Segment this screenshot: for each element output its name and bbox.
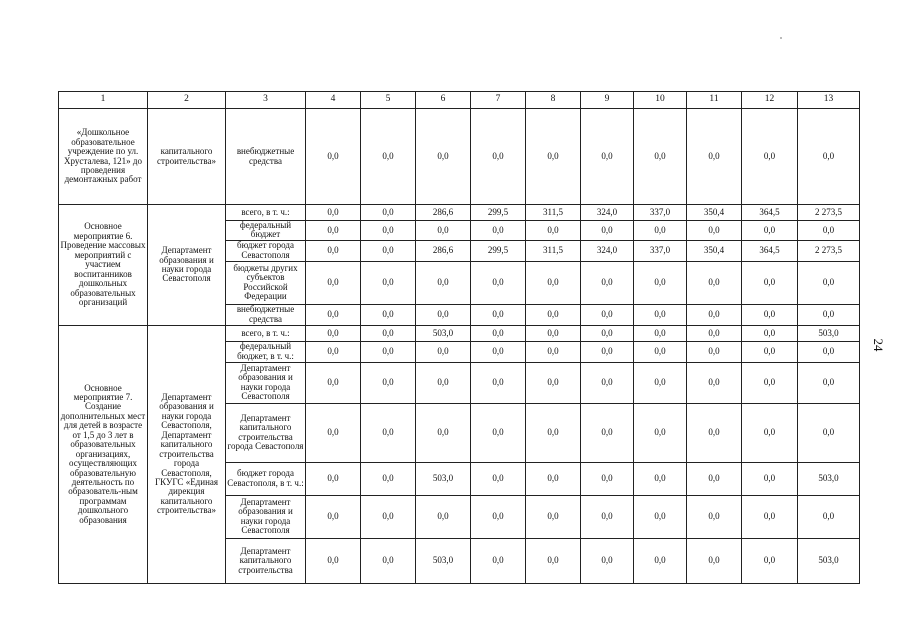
value-cell: 0,0 xyxy=(526,495,581,538)
value-cell: 0,0 xyxy=(581,538,634,583)
value-cell: 0,0 xyxy=(526,109,581,205)
value-cell: 0,0 xyxy=(306,109,361,205)
column-number: 4 xyxy=(306,92,361,109)
budget-table xyxy=(58,91,860,584)
value-cell: 0,0 xyxy=(742,261,798,304)
funding-source-cell: внебюджетные средства xyxy=(226,304,306,325)
column-number: 5 xyxy=(361,92,416,109)
value-cell: 0,0 xyxy=(526,462,581,495)
value-cell: 0,0 xyxy=(687,304,742,325)
value-cell: 0,0 xyxy=(361,495,416,538)
table-body xyxy=(59,92,860,584)
value-cell: 0,0 xyxy=(471,261,526,304)
value-cell: 0,0 xyxy=(361,325,416,341)
value-cell: 0,0 xyxy=(306,221,361,241)
value-cell: 0,0 xyxy=(581,495,634,538)
value-cell: 0,0 xyxy=(306,304,361,325)
column-number: 8 xyxy=(526,92,581,109)
value-cell: 0,0 xyxy=(742,109,798,205)
funding-source-cell: Департамент капитального строительства города Севастополя xyxy=(226,403,306,462)
value-cell: 503,0 xyxy=(416,538,471,583)
value-cell: 0,0 xyxy=(306,362,361,403)
table-row xyxy=(59,109,860,205)
column-number: 9 xyxy=(581,92,634,109)
value-cell: 311,5 xyxy=(526,205,581,221)
value-cell: 0,0 xyxy=(634,261,687,304)
value-cell: 0,0 xyxy=(687,462,742,495)
value-cell: 0,0 xyxy=(361,403,416,462)
value-cell: 0,0 xyxy=(416,304,471,325)
value-cell: 0,0 xyxy=(471,495,526,538)
table-row xyxy=(59,325,860,341)
funding-source-cell: Департамент образования и науки города Севастополя xyxy=(226,495,306,538)
value-cell: 0,0 xyxy=(361,341,416,362)
funding-source-cell: бюджет города Севастополя xyxy=(226,240,306,261)
activity-name-cell: Основное мероприятие 7. Создание дополнительных мест для детей в возрасте от 1,5 до 3 лет в образовательных организациях, осуществляющих образовательную деятельность по образователь-ным программам дошкольного образования xyxy=(59,325,148,583)
scan-speck xyxy=(780,37,782,39)
value-cell: 0,0 xyxy=(634,341,687,362)
value-cell: 503,0 xyxy=(416,462,471,495)
column-number: 3 xyxy=(226,92,306,109)
value-cell: 0,0 xyxy=(471,325,526,341)
value-cell: 2 273,5 xyxy=(798,205,860,221)
column-number-row xyxy=(59,92,860,109)
value-cell: 324,0 xyxy=(581,240,634,261)
value-cell: 0,0 xyxy=(471,462,526,495)
value-cell: 0,0 xyxy=(526,304,581,325)
value-cell: 0,0 xyxy=(798,362,860,403)
value-cell: 0,0 xyxy=(581,362,634,403)
funding-source-cell: Департамент капитального строительства xyxy=(226,538,306,583)
value-cell: 0,0 xyxy=(581,109,634,205)
value-cell: 0,0 xyxy=(361,362,416,403)
value-cell: 286,6 xyxy=(416,240,471,261)
value-cell: 0,0 xyxy=(742,495,798,538)
value-cell: 0,0 xyxy=(687,362,742,403)
value-cell: 0,0 xyxy=(526,261,581,304)
value-cell: 364,5 xyxy=(742,205,798,221)
executor-cell: Департамент образования и науки города Севастополя xyxy=(148,205,226,326)
value-cell: 0,0 xyxy=(361,462,416,495)
value-cell: 0,0 xyxy=(416,221,471,241)
value-cell: 0,0 xyxy=(742,462,798,495)
column-number: 6 xyxy=(416,92,471,109)
value-cell: 337,0 xyxy=(634,240,687,261)
executor-cell: Департамент образования и науки города Севастополя, Департамент капитального строительства города Севастополя, ГКУГС «Единая дирекция капитального строительства» xyxy=(148,325,226,583)
value-cell: 0,0 xyxy=(581,221,634,241)
column-number: 13 xyxy=(798,92,860,109)
column-number: 1 xyxy=(59,92,148,109)
value-cell: 0,0 xyxy=(798,261,860,304)
value-cell: 0,0 xyxy=(742,341,798,362)
value-cell: 0,0 xyxy=(634,325,687,341)
value-cell: 0,0 xyxy=(634,403,687,462)
value-cell: 503,0 xyxy=(798,325,860,341)
value-cell: 0,0 xyxy=(526,325,581,341)
value-cell: 311,5 xyxy=(526,240,581,261)
value-cell: 0,0 xyxy=(361,240,416,261)
executor-cell: капитального строительства» xyxy=(148,109,226,205)
column-number: 10 xyxy=(634,92,687,109)
value-cell: 0,0 xyxy=(416,403,471,462)
value-cell: 0,0 xyxy=(687,341,742,362)
value-cell: 0,0 xyxy=(361,221,416,241)
value-cell: 0,0 xyxy=(742,538,798,583)
value-cell: 0,0 xyxy=(634,538,687,583)
value-cell: 0,0 xyxy=(634,109,687,205)
value-cell: 0,0 xyxy=(742,304,798,325)
value-cell: 0,0 xyxy=(634,362,687,403)
value-cell: 0,0 xyxy=(416,261,471,304)
column-number: 7 xyxy=(471,92,526,109)
value-cell: 0,0 xyxy=(798,221,860,241)
value-cell: 0,0 xyxy=(361,538,416,583)
value-cell: 0,0 xyxy=(634,304,687,325)
value-cell: 0,0 xyxy=(306,205,361,221)
value-cell: 0,0 xyxy=(526,403,581,462)
value-cell: 0,0 xyxy=(798,109,860,205)
value-cell: 0,0 xyxy=(687,403,742,462)
page-number: 24 xyxy=(871,338,886,352)
funding-source-cell: внебюджетные средства xyxy=(226,109,306,205)
value-cell: 0,0 xyxy=(361,109,416,205)
value-cell: 0,0 xyxy=(361,304,416,325)
value-cell: 0,0 xyxy=(361,261,416,304)
value-cell: 0,0 xyxy=(306,403,361,462)
value-cell: 0,0 xyxy=(742,362,798,403)
value-cell: 0,0 xyxy=(742,325,798,341)
value-cell: 0,0 xyxy=(306,325,361,341)
value-cell: 0,0 xyxy=(471,109,526,205)
value-cell: 0,0 xyxy=(306,240,361,261)
value-cell: 0,0 xyxy=(581,462,634,495)
value-cell: 0,0 xyxy=(526,341,581,362)
value-cell: 0,0 xyxy=(798,495,860,538)
value-cell: 0,0 xyxy=(687,221,742,241)
value-cell: 503,0 xyxy=(798,538,860,583)
value-cell: 0,0 xyxy=(687,538,742,583)
column-number: 11 xyxy=(687,92,742,109)
value-cell: 0,0 xyxy=(361,205,416,221)
value-cell: 350,4 xyxy=(687,240,742,261)
value-cell: 0,0 xyxy=(306,261,361,304)
value-cell: 0,0 xyxy=(526,221,581,241)
value-cell: 299,5 xyxy=(471,240,526,261)
funding-source-cell: всего, в т. ч.: xyxy=(226,325,306,341)
value-cell: 0,0 xyxy=(581,403,634,462)
value-cell: 0,0 xyxy=(416,495,471,538)
value-cell: 364,5 xyxy=(742,240,798,261)
value-cell: 337,0 xyxy=(634,205,687,221)
value-cell: 0,0 xyxy=(634,221,687,241)
funding-source-cell: Департамент образования и науки города Севастополя xyxy=(226,362,306,403)
value-cell: 286,6 xyxy=(416,205,471,221)
value-cell: 0,0 xyxy=(306,538,361,583)
value-cell: 0,0 xyxy=(798,341,860,362)
table-row xyxy=(59,205,860,221)
value-cell: 0,0 xyxy=(798,304,860,325)
value-cell: 503,0 xyxy=(416,325,471,341)
value-cell: 0,0 xyxy=(742,221,798,241)
value-cell: 0,0 xyxy=(687,109,742,205)
value-cell: 0,0 xyxy=(526,538,581,583)
value-cell: 2 273,5 xyxy=(798,240,860,261)
value-cell: 299,5 xyxy=(471,205,526,221)
value-cell: 0,0 xyxy=(687,261,742,304)
value-cell: 0,0 xyxy=(581,341,634,362)
value-cell: 0,0 xyxy=(526,362,581,403)
value-cell: 0,0 xyxy=(306,462,361,495)
value-cell: 350,4 xyxy=(687,205,742,221)
value-cell: 0,0 xyxy=(581,304,634,325)
value-cell: 0,0 xyxy=(634,462,687,495)
value-cell: 0,0 xyxy=(687,325,742,341)
funding-source-cell: федеральный бюджет xyxy=(226,221,306,241)
value-cell: 503,0 xyxy=(798,462,860,495)
value-cell: 0,0 xyxy=(416,341,471,362)
value-cell: 0,0 xyxy=(687,495,742,538)
value-cell: 0,0 xyxy=(471,341,526,362)
value-cell: 0,0 xyxy=(471,362,526,403)
funding-source-cell: бюджет города Севастополя, в т. ч.: xyxy=(226,462,306,495)
value-cell: 0,0 xyxy=(742,403,798,462)
funding-source-cell: всего, в т. ч.: xyxy=(226,205,306,221)
value-cell: 0,0 xyxy=(471,403,526,462)
value-cell: 0,0 xyxy=(581,261,634,304)
value-cell: 0,0 xyxy=(306,495,361,538)
column-number: 12 xyxy=(742,92,798,109)
activity-name-cell: «Дошкольное образовательное учреждение по ул. Хрусталева, 121» до проведения демонтажных работ xyxy=(59,109,148,205)
funding-source-cell: бюджеты других субъектов Российской Федерации xyxy=(226,261,306,304)
column-number: 2 xyxy=(148,92,226,109)
value-cell: 0,0 xyxy=(471,304,526,325)
activity-name-cell: Основное мероприятие 6. Проведение массовых мероприятий с участием воспитанников дошкольных образовательных организаций xyxy=(59,205,148,326)
value-cell: 0,0 xyxy=(798,403,860,462)
value-cell: 0,0 xyxy=(581,325,634,341)
value-cell: 0,0 xyxy=(416,362,471,403)
value-cell: 0,0 xyxy=(471,538,526,583)
value-cell: 324,0 xyxy=(581,205,634,221)
value-cell: 0,0 xyxy=(471,221,526,241)
value-cell: 0,0 xyxy=(634,495,687,538)
value-cell: 0,0 xyxy=(416,109,471,205)
value-cell: 0,0 xyxy=(306,341,361,362)
funding-source-cell: федеральный бюджет, в т. ч.: xyxy=(226,341,306,362)
